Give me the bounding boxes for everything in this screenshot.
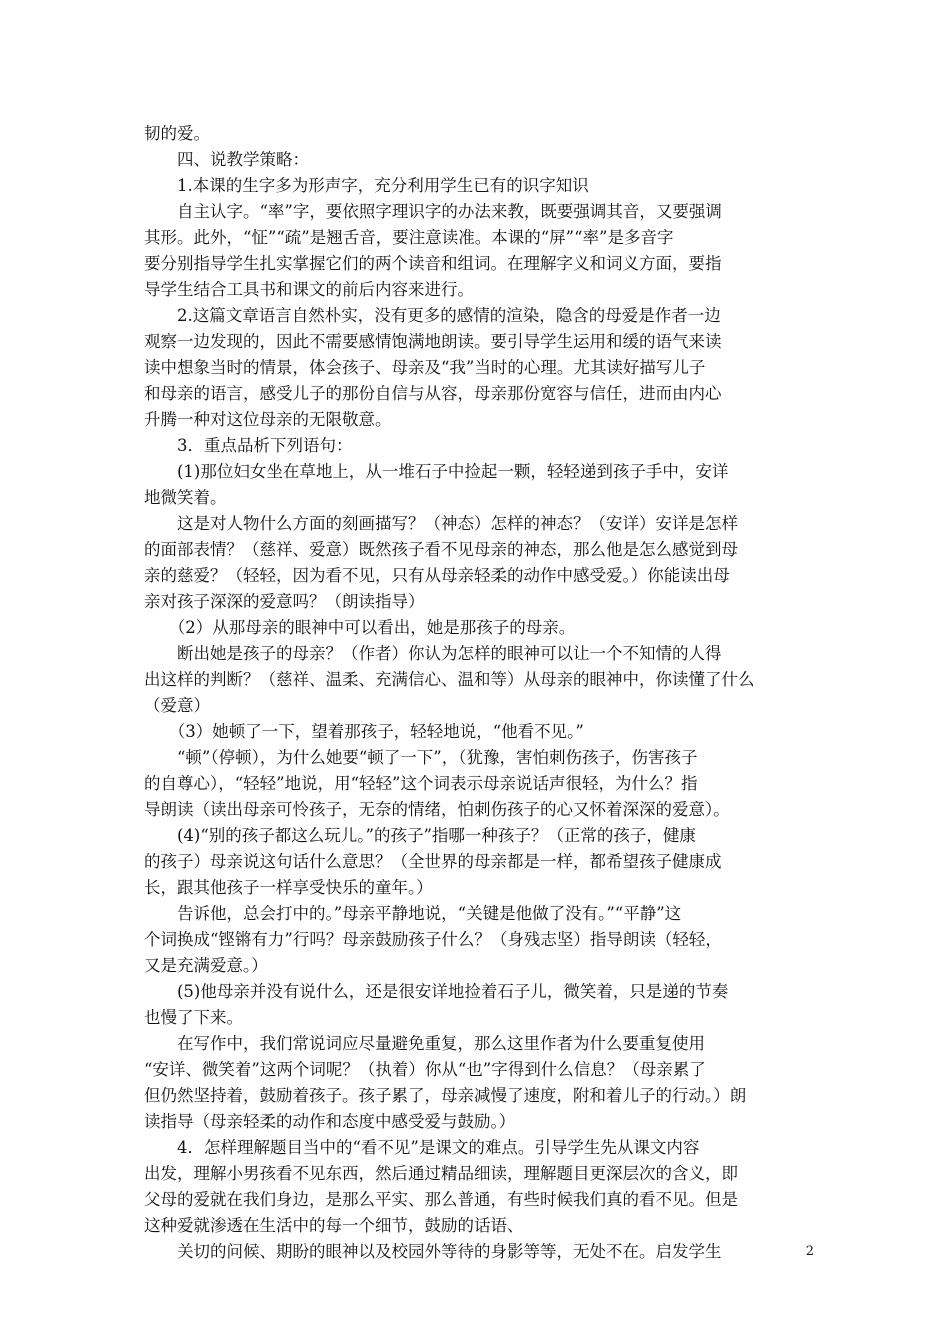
text-line: 又是充满爱意。） xyxy=(144,956,268,975)
text-line: 自主认字。“率”字，要依照字理识字的办法来教，既要强调其音，又要强调 xyxy=(144,202,722,221)
text-line: 2.这篇文章语言自然朴实，没有更多的感情的渲染，隐含的母爱是作者一边 xyxy=(144,306,721,325)
text-line: “安详、微笑着”这两个词呢？（执着）你从“也”字得到什么信息？（母亲累了 xyxy=(144,1060,706,1079)
text-line: 告诉他，总会打中的。”母亲平静地说，“关键是他做了没有。”“平静”这 xyxy=(144,904,682,923)
text-line: 亲对孩子深深的爱意吗？（朗读指导） xyxy=(144,592,425,611)
text-line: 读中想象当时的情景，体会孩子、母亲及“我”当时的心理。尤其读好描写儿子 xyxy=(144,358,706,377)
text-line: 韧的爱。 xyxy=(144,124,210,143)
text-line: 出发，理解小男孩看不见东西，然后通过精品细读，理解题目更深层次的含义，即 xyxy=(144,1164,738,1183)
text-line: 其形。此外，“怔”“疏”是翘舌音，要注意读准。本课的“屏”“率”是多音字 xyxy=(144,228,674,247)
text-line: 在写作中，我们常说词应尽量避免重复，那么这里作者为什么要重复使用 xyxy=(144,1034,705,1053)
text-line: (4)“别的孩子都这么玩儿。”的孩子”指哪一种孩子？（正常的孩子，健康 xyxy=(144,826,696,845)
text-line: 3．重点品析下列语句： xyxy=(144,436,353,455)
text-line: (1)那位妇女坐在草地上，从一堆石子中捡起一颗，轻轻递到孩子手中，安详 xyxy=(144,462,729,481)
text-line: 的孩子）母亲说这句话什么意思？（全世界的母亲都是一样，都希望孩子健康成 xyxy=(144,852,722,871)
text-line: 导学生结合工具书和课文的前后内容来进行。 xyxy=(144,280,474,299)
text-line: 和母亲的语言，感受儿子的那份自信与从容，母亲那份宽容与信任，进而由内心 xyxy=(144,384,722,403)
text-line: 断出她是孩子的母亲？（作者）你认为怎样的眼神可以让一个不知情的人得 xyxy=(144,644,722,663)
text-line: 的自尊心），“轻轻”地说，用“轻轻”这个词表示母亲说话声很轻，为什么？指 xyxy=(144,774,698,793)
body-text xyxy=(144,121,812,1265)
text-line: 亲的慈爱？（轻轻，因为看不见，只有从母亲轻柔的动作中感受爱。）你能读出母 xyxy=(144,566,730,585)
text-line: 读指导（母亲轻柔的动作和态度中感受爱与鼓励。） xyxy=(144,1112,516,1131)
text-line: 升腾一种对这位母亲的无限敬意。 xyxy=(144,410,392,429)
page-number: 2 xyxy=(805,1244,814,1259)
text-line: 这是对人物什么方面的刻画描写？（神态）怎样的神态？（安详）安详是怎样 xyxy=(144,514,738,533)
text-line: （2）从那母亲的眼神中可以看出，她是那孩子的母亲。 xyxy=(144,618,576,637)
text-line: 导朗读（读出母亲可怜孩子，无奈的情绪，怕刺伤孩子的心又怀着深深的爱意）。 xyxy=(144,800,730,819)
text-line: 四、说教学策略： xyxy=(144,150,309,169)
text-line: 父母的爱就在我们身边，是那么平实、那么普通，有些时候我们真的看不见。但是 xyxy=(144,1190,738,1209)
text-line: 要分别指导学生扎实掌握它们的两个读音和组词。在理解字义和词义方面，要指 xyxy=(144,254,722,273)
text-line: （爱意） xyxy=(144,696,210,715)
text-line: 1.本课的生字多为形声字，充分利用学生已有的识字知识 xyxy=(144,176,589,195)
text-line: 观察一边发现的，因此不需要感情饱满地朗读。要引导学生运用和缓的语气来读 xyxy=(144,332,722,351)
text-line: 4．怎样理解题目当中的“看不见”是课文的难点。引导学生先从课文内容 xyxy=(144,1138,700,1157)
text-line: “顿”（停顿），为什么她要“顿了一下”，（犹豫，害怕刺伤孩子，伤害孩子 xyxy=(144,748,698,767)
text-line: 出这样的判断？（慈祥、温柔、充满信心、温和等）从母亲的眼神中，你读懂了什么 xyxy=(144,670,755,689)
text-line: 长，跟其他孩子一样享受快乐的童年。） xyxy=(144,878,433,897)
text-line: 个词换成“铿锵有力”行吗？母亲鼓励孩子什么？（身残志坚）指导朗读（轻轻， xyxy=(144,930,722,949)
text-line: 这种爱就渗透在生活中的每一个细节，鼓励的话语、 xyxy=(144,1216,524,1235)
text-line: （3）她顿了一下，望着那孩子，轻轻地说，“他看不见。” xyxy=(144,722,584,741)
text-line: 关切的问候、期盼的眼神以及校园外等待的身影等等，无处不在。启发学生 xyxy=(144,1242,722,1261)
text-line: 的面部表情？（慈祥、爱意）既然孩子看不见母亲的神态，那么他是怎么感觉到母 xyxy=(144,540,738,559)
text-line: 也慢了下来。 xyxy=(144,1008,243,1027)
text-line: 但仍然坚持着，鼓励着孩子。孩子累了，母亲减慢了速度，附和着儿子的行动。）朗 xyxy=(144,1086,747,1105)
text-line: (5)他母亲并没有说什么，还是很安详地捡着石子儿，微笑着，只是递的节奏 xyxy=(144,982,729,1001)
text-line: 地微笑着。 xyxy=(144,488,227,507)
